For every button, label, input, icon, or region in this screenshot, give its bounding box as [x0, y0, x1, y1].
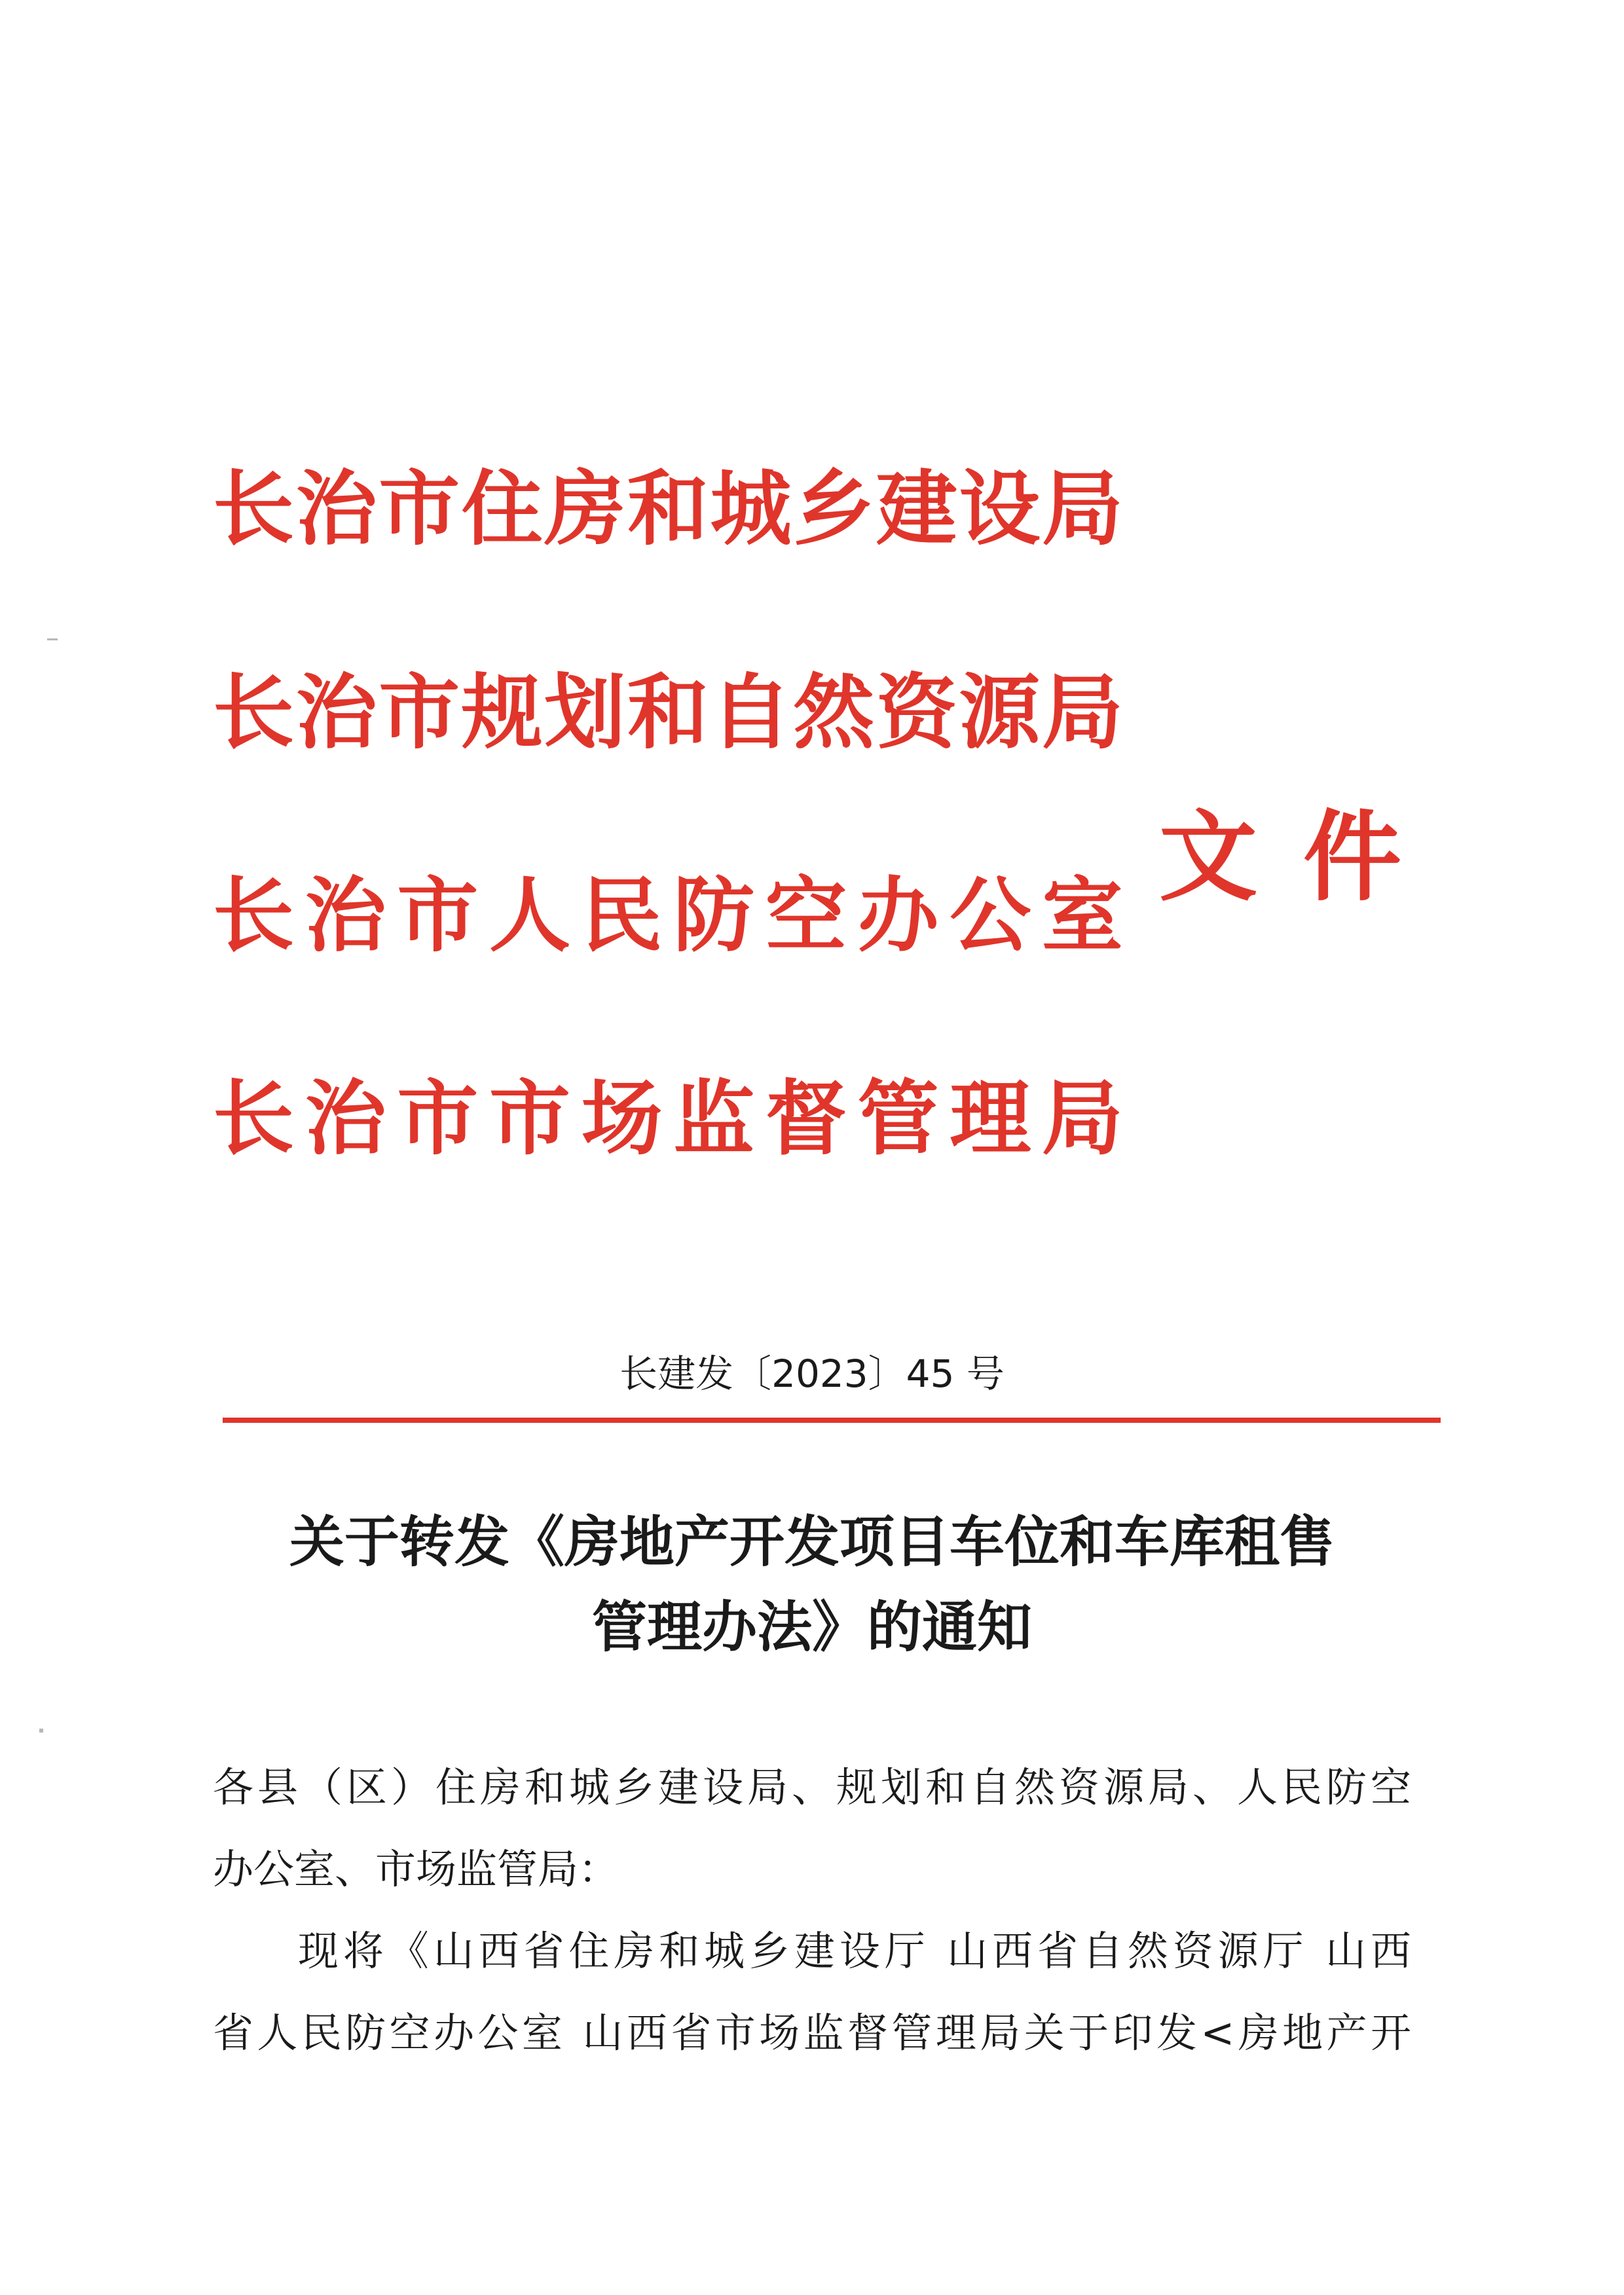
agency-name-char: 乡	[793, 462, 875, 557]
agency-name-char: 城	[710, 462, 792, 557]
agency-name-civil-defense-office	[213, 860, 1123, 972]
agency-name-char: 资	[876, 666, 957, 760]
body-paragraph-line-1: 现将《山西省住房和城乡建设厅 山西省自然资源厅 山西	[298, 1927, 1411, 1975]
agency-name-char: 民	[581, 869, 663, 963]
document-label-char: 文	[1159, 801, 1258, 915]
agency-name-char: 治	[304, 869, 386, 963]
scan-speck	[47, 638, 58, 640]
agency-name-char: 局	[1041, 1072, 1123, 1166]
agency-name-char: 自	[710, 666, 792, 760]
agency-name-char: 划	[544, 666, 626, 760]
agency-name-char: 长	[213, 462, 295, 557]
agency-name-planning-bureau	[213, 657, 1123, 769]
document-number: 长建发〔2023〕45 号	[619, 1351, 1005, 1396]
agency-name-char: 长	[213, 1072, 295, 1166]
addressee-line-2: 办公室、市场监管局：	[213, 1845, 619, 1893]
agency-name-housing-bureau	[213, 454, 1123, 565]
red-divider-line	[223, 1418, 1441, 1423]
agency-name-char: 治	[304, 1072, 386, 1166]
agency-name-char: 场	[581, 1072, 663, 1166]
agency-name-char: 长	[213, 666, 295, 760]
agency-name-char: 然	[793, 666, 875, 760]
document-label	[1159, 802, 1401, 913]
agency-name-char: 市	[397, 869, 479, 963]
agency-name-char: 督	[765, 1072, 847, 1166]
agency-name-char: 市	[489, 1072, 570, 1166]
agency-name-char: 市	[397, 1072, 479, 1166]
document-title-line-2: 管理办法》的通知	[591, 1594, 1032, 1659]
agency-name-char: 长	[213, 869, 295, 963]
document-label-char: 件	[1302, 801, 1401, 915]
agency-name-char: 理	[950, 1072, 1031, 1166]
agency-name-char: 和	[627, 462, 709, 557]
agency-name-char: 治	[295, 462, 377, 557]
agency-name-char: 市	[378, 462, 460, 557]
agency-name-char: 防	[673, 869, 755, 963]
agency-name-char: 公	[950, 869, 1031, 963]
agency-name-char: 设	[959, 462, 1041, 557]
scan-speck	[39, 1729, 43, 1733]
agency-name-char: 规	[461, 666, 543, 760]
agency-name-char: 办	[857, 869, 939, 963]
agency-name-char: 空	[765, 869, 847, 963]
agency-name-char: 局	[1041, 666, 1123, 760]
document-title-line-1: 关于转发《房地产开发项目车位和车库租售	[289, 1509, 1335, 1574]
agency-name-char: 治	[295, 666, 377, 760]
agency-name-char: 人	[489, 869, 570, 963]
agency-name-char: 室	[1041, 869, 1123, 963]
body-paragraph-line-2: 省人民防空办公室 山西省市场监督管理局关于印发<房地产开	[213, 2009, 1411, 2057]
agency-name-char: 住	[461, 462, 543, 557]
agency-name-char: 市	[378, 666, 460, 760]
agency-name-char: 管	[857, 1072, 939, 1166]
agency-name-char: 房	[544, 462, 626, 557]
agency-name-char: 源	[959, 666, 1041, 760]
agency-name-char: 监	[673, 1072, 755, 1166]
agency-name-char: 局	[1041, 462, 1123, 557]
agency-name-market-supervision-bureau	[213, 1063, 1123, 1175]
agency-name-char: 和	[627, 666, 709, 760]
addressee-line-1: 各县（区）住房和城乡建设局、规划和自然资源局、人民防空	[213, 1763, 1411, 1811]
agency-name-char: 建	[876, 462, 957, 557]
